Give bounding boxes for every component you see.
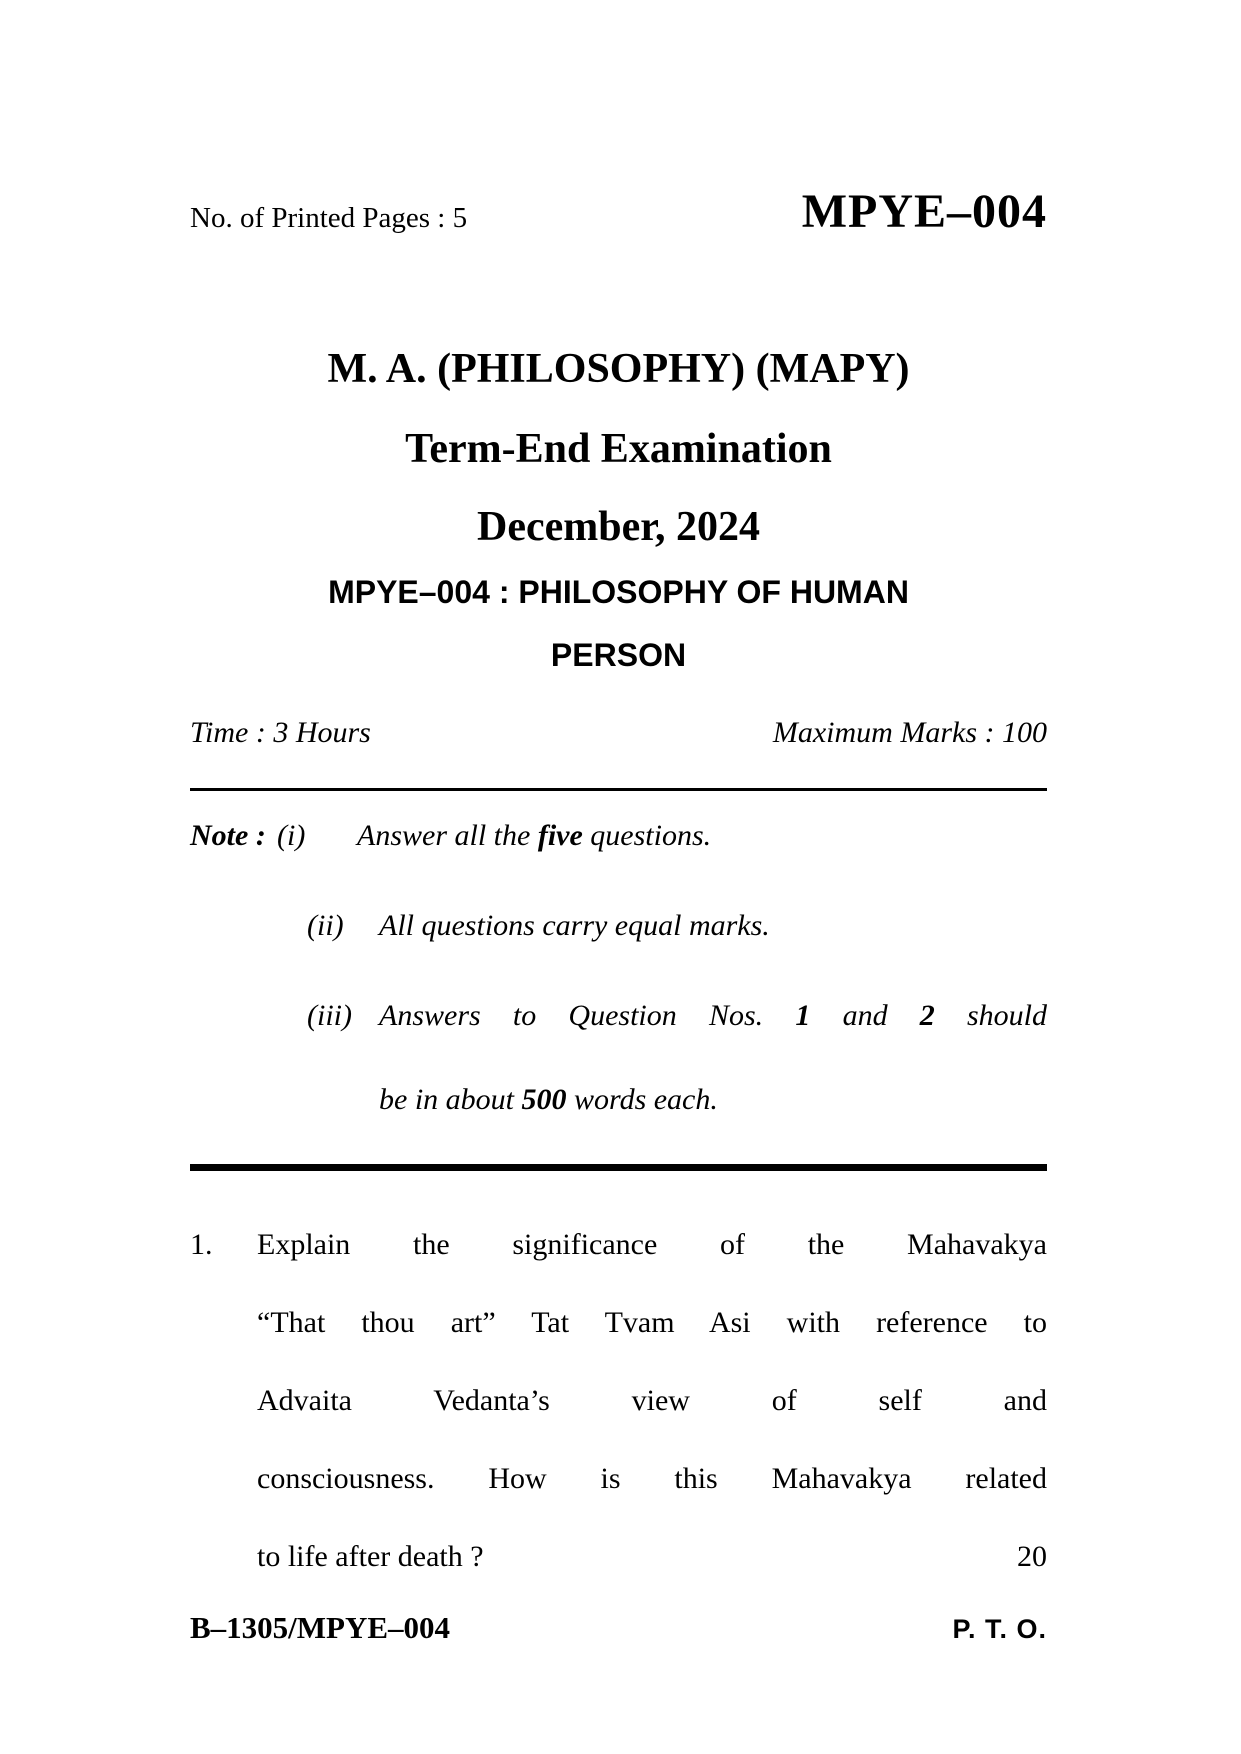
- note-text-segment: be in about: [379, 1083, 522, 1116]
- note-item-ii-text: [379, 884, 1047, 968]
- question-1-line-2: “That thou art” Tat Tvam Asi with reference to: [257, 1306, 1047, 1339]
- maximum-marks: Maximum Marks : 100: [772, 716, 1047, 749]
- question-1-number: 1.: [190, 1228, 213, 1261]
- note-bold-segment: 2: [919, 999, 935, 1032]
- note-item-ii-number: (ii): [307, 909, 344, 942]
- course-title-line-2: PERSON: [550, 637, 687, 673]
- booklet-code: B–1305/MPYE–004: [190, 1610, 451, 1645]
- question-1-last-line: [257, 1518, 1047, 1596]
- question-1-line-4: consciousness. How is this Mahavakya related: [257, 1462, 1047, 1495]
- exam-session: December, 2024: [476, 504, 761, 550]
- note-text-segment: All questions carry equal marks.: [379, 909, 770, 942]
- page-header: [190, 184, 1047, 239]
- question-1-body: [257, 1206, 1047, 1596]
- note-item-i-number: (i): [277, 819, 306, 852]
- note-label: Note :: [190, 819, 266, 852]
- exam-title: Term-End Examination: [405, 426, 832, 472]
- note-item-iii-line-2: [379, 1058, 1047, 1142]
- exam-meta-row: [190, 716, 1047, 750]
- note-item-iii-text: [379, 974, 1047, 1142]
- question-1-line-5: to life after death ?: [257, 1540, 484, 1573]
- note-text-segment: Answer all the: [357, 819, 538, 852]
- question-1-marks: 20: [1017, 1540, 1047, 1573]
- note-text-segment: and: [810, 999, 920, 1032]
- question-1-line-3: Advaita Vedanta’s view of self and: [257, 1384, 1047, 1417]
- note-text-segment: should: [934, 999, 1047, 1032]
- single-horizontal-rule: [190, 788, 1047, 791]
- note-text-segment: words each.: [566, 1083, 718, 1116]
- time-allowed: Time : 3 Hours: [190, 716, 371, 749]
- paper-code: MPYE–004: [801, 185, 1047, 238]
- question-1: [190, 1206, 1047, 1596]
- note-bold-segment: 500: [521, 1083, 567, 1116]
- note-bold-segment: 1: [795, 999, 811, 1032]
- note-item-iii: [190, 974, 1047, 1142]
- page-footer: [190, 1610, 1047, 1646]
- note-text-segment: questions.: [582, 819, 712, 852]
- note-item-iii-line-1: [379, 974, 1047, 1058]
- course-title-line-1: MPYE–004 : PHILOSOPHY OF HUMAN: [328, 574, 909, 610]
- programme-title: M. A. (PHILOSOPHY) (MAPY): [327, 346, 910, 392]
- double-horizontal-rule: [190, 1164, 1047, 1171]
- note-item-iii-number: (iii): [307, 999, 352, 1032]
- note-item-ii: [190, 884, 1047, 968]
- note-bold-segment: five: [537, 819, 583, 852]
- question-1-line-1: Explain the significance of the Mahavakya: [257, 1228, 1047, 1261]
- note-text-segment: Answers to Question Nos.: [379, 999, 796, 1032]
- note-item-i: [190, 794, 1047, 878]
- pto-label: P. T. O.: [952, 1614, 1047, 1644]
- printed-pages-label: No. of Printed Pages : 5: [190, 202, 468, 234]
- note-item-i-text: [357, 794, 1047, 878]
